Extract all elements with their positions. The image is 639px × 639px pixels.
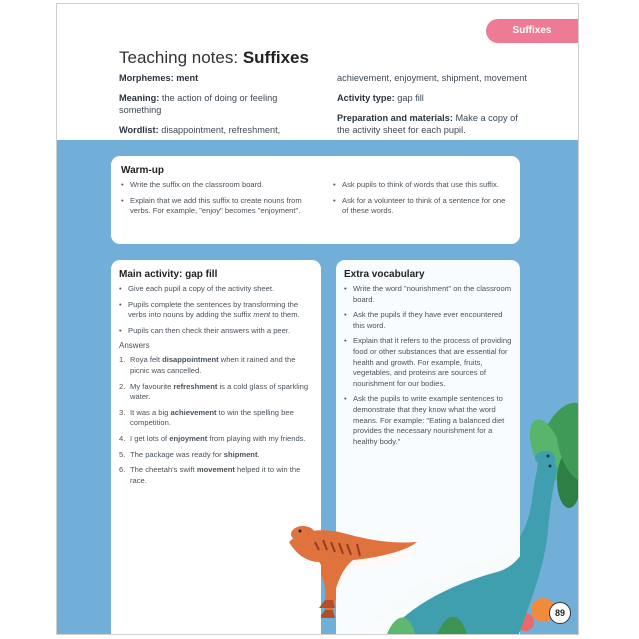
- extra-vocabulary-heading: Extra vocabulary: [344, 269, 425, 280]
- wordlist-value-2: achievement, enjoyment, shipment, movement: [337, 73, 527, 83]
- answer-word: movement: [196, 465, 235, 475]
- answer-text-post: from playing with my friends.: [207, 433, 306, 443]
- activity-value: gap fill: [397, 93, 424, 103]
- answer-word: disappointment: [162, 355, 219, 365]
- morphemes-row: [119, 72, 309, 84]
- answer-text-post: when it rained and the picnic was cancelled.: [130, 355, 296, 375]
- list-item: • Ask the pupils if they have ever encountered this word.: [344, 310, 514, 331]
- answer-text-pre: I get lots of: [130, 433, 170, 443]
- answer-text-post: .: [257, 449, 260, 459]
- meaning-value-2: something: [119, 105, 162, 115]
- answer-text-pre: It was a big: [130, 407, 171, 417]
- answer-text-post: to win the spelling bee competition.: [130, 407, 294, 428]
- meaning-value-1: the action of doing or feeling: [161, 93, 278, 103]
- answer-number: 5.: [119, 449, 126, 459]
- page-title: [119, 48, 309, 68]
- answer-word: shipment: [223, 449, 258, 459]
- wordlist-value-1: disappointment, refreshment,: [161, 125, 281, 135]
- prep-row: [337, 112, 552, 136]
- answers-heading: Answers: [119, 341, 150, 351]
- section-tab: Suffixes: [486, 19, 578, 43]
- activity-row: [337, 92, 552, 104]
- warmup-heading: Warm-up: [121, 165, 164, 176]
- answer-number: 6.: [119, 465, 126, 475]
- answer-text-pre: Roya felt: [130, 355, 163, 365]
- answer-number: 1.: [119, 355, 126, 365]
- list-item: • Ask for a volunteer to think of a sentence for one of these words.: [333, 196, 513, 217]
- meaning-row: [119, 92, 309, 116]
- answer-text-pre: My favourite: [130, 381, 174, 391]
- list-item: • Ask the pupils to write example sentences to demonstrate that they know what the word means. For example: "Eating a balanced diet provides the necessary nourishment for a healthy body.": [344, 394, 514, 447]
- title-bold: Suffixes: [242, 48, 309, 67]
- list-item-tail: to them.: [272, 310, 300, 320]
- meaning-key: Meaning:: [119, 93, 160, 103]
- prep-key: Preparation and materials:: [337, 113, 453, 123]
- answer-word: achievement: [170, 407, 217, 417]
- wordlist-row: [119, 124, 309, 136]
- activity-panel: [57, 140, 578, 634]
- list-item-text: Pupils complete the sentences by transforming the verbs into nouns by adding the suffix: [128, 299, 299, 320]
- list-item: • Write the word "nourishment" on the classroom board.: [344, 284, 514, 305]
- list-item: • Write the suffix on the classroom board.: [121, 180, 311, 191]
- answer-word: refreshment: [173, 381, 218, 391]
- answer-text-post: is a cold glass of sparkling water.: [130, 381, 309, 402]
- answer-word: enjoyment: [169, 433, 208, 443]
- answer-text-pre: The package was ready for: [130, 449, 224, 459]
- activity-key: Activity type:: [337, 93, 395, 103]
- wordlist-key: Wordlist:: [119, 125, 159, 135]
- answer-number: 4.: [119, 433, 126, 443]
- morphemes-key: Morphemes:: [119, 73, 174, 83]
- answer-number: 2.: [119, 381, 126, 391]
- answer-number: 3.: [119, 407, 126, 417]
- book-page: [56, 3, 579, 635]
- answer-text-pre: The cheetah's swift: [130, 465, 197, 475]
- list-item: • Ask pupils to think of words that use this suffix.: [333, 180, 513, 191]
- main-activity-heading: Main activity: gap fill: [119, 269, 218, 280]
- list-item: • Explain that we add this suffix to create nouns from verbs. For example, "enjoy" becomes "enjoyment".: [121, 196, 311, 217]
- prep-value-1: Make a copy of: [455, 113, 518, 123]
- answer-text-post: helped it to win the race.: [130, 465, 301, 485]
- list-item: • Explain that it refers to the process of providing food or other substances that are essential for health and growth. For example, fruits, vegetables, and proteins are sources of nourishment for our bodies.: [344, 336, 514, 389]
- prep-value-2: the activity sheet for each pupil.: [337, 125, 466, 135]
- suffix-italic: ment: [253, 310, 271, 320]
- title-prefix: Teaching notes:: [119, 48, 243, 67]
- notes-left: [119, 72, 309, 136]
- dinosaurs-foreground: [57, 140, 578, 634]
- page-number: 89: [549, 602, 571, 624]
- notes-right: [337, 72, 552, 136]
- list-item: • Give each pupil a copy of the activity sheet.: [119, 284, 315, 295]
- morphemes-value: ment: [176, 73, 199, 83]
- list-item: • Pupils can then check their answers with a peer.: [119, 326, 315, 337]
